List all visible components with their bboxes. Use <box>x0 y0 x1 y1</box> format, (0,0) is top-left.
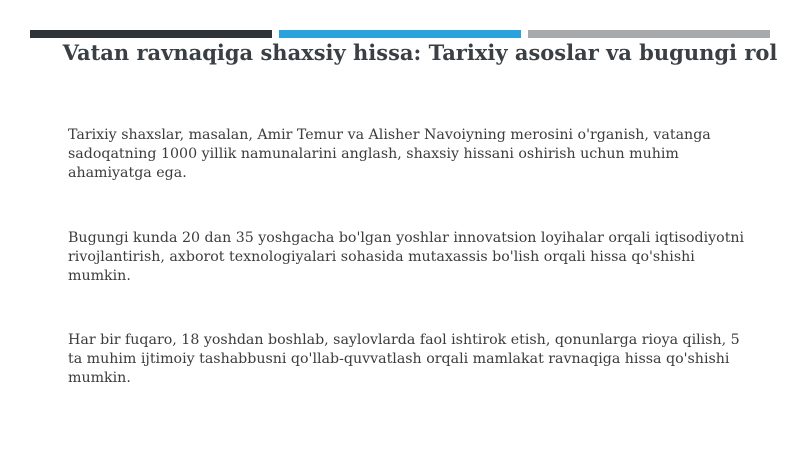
top-accent-bar-gray <box>528 30 770 38</box>
paragraph-historical: Tarixiy shaxslar, masalan, Amir Temur va Alisher Navoiyning merosini o'rganish, vatanga sadoqatning 1000 yillik namunalarini anglash, shaxsiy hissani oshirish uchun muhim ahamiyatga ega. <box>68 127 711 181</box>
top-accent-bar-blue <box>279 30 521 38</box>
paragraph-youth: Bugungi kunda 20 dan 35 yoshgacha bo'lgan yoshlar innovatsion loyihalar orqali iqtisodiyotni rivojlantirish, axborot texnologiyalari sohasida mutaxassis bo'lish orqali hissa qo'shishi mumkin. <box>68 230 745 284</box>
slide-title: Vatan ravnaqiga shaxsiy hissa: Tarixiy asoslar va bugungi rol <box>62 40 778 65</box>
top-accent-bar-dark <box>30 30 272 38</box>
paragraph-citizens: Har bir fuqaro, 18 yoshdan boshlab, saylovlarda faol ishtirok etish, qonunlarga rioya qilish, 5 ta muhim ijtimoiy tashabbusni qo'llab-quvvatlash orqali mamlakat ravnaqiga hissa qo'shishi mumkin. <box>68 332 740 386</box>
